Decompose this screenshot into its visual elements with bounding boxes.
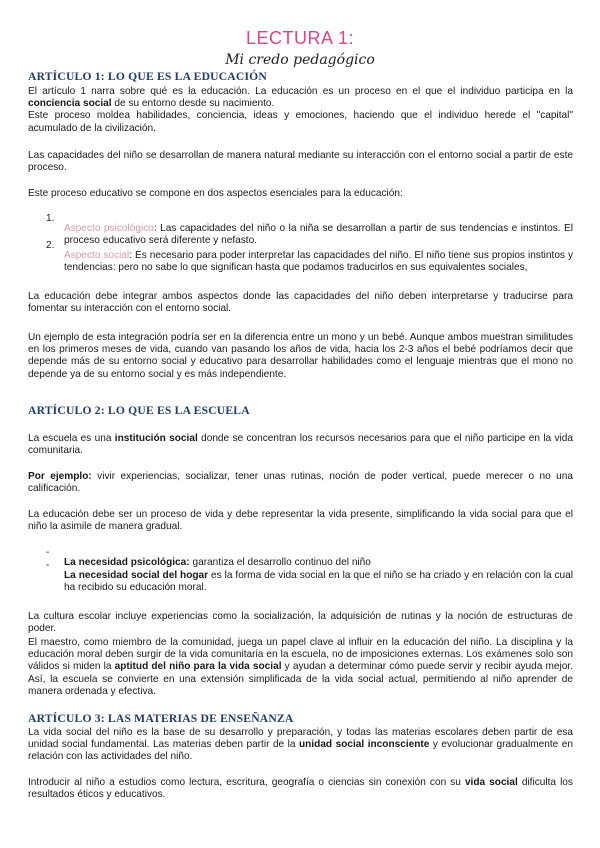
article-1-paragraph-1: [28, 86, 573, 135]
text-span: El maestro, como miembro de la comunidad, juega un papel clave al influir en la educación del niño. La disciplina y la educación moral deben surgir de la vida comunitaria en la escuela, no de imposiciones externas. Los exámenes solo son válidos si miden la: [28, 637, 573, 673]
bullet-home-social-need: [64, 570, 573, 594]
article-1-heading: ARTÍCULO 1: LO QUE ES LA EDUCACIÓN: [28, 70, 267, 83]
list-item-social: [64, 250, 573, 274]
text-span: El artículo 1 narra sobre qué es la educación. La educación es un proceso en el que el individuo participa en la: [28, 86, 573, 97]
article-1-paragraph-2: Las capacidades del niño se desarrollan de manera natural mediante su interacción con el entorno social a partir de este proceso.: [28, 150, 573, 174]
list-term: Aspecto psicológico: [64, 223, 154, 235]
text-span: Este proceso moldea habilidades, conciencia, ideas y emociones, haciendo que el individuo herede el "capital" acumulado de la civilización.: [28, 110, 573, 134]
article-2-heading: ARTÍCULO 2: LO QUE ES LA ESCUELA: [28, 404, 250, 417]
bullet-dash: -: [46, 560, 50, 571]
article-2-paragraph-5: [28, 637, 573, 698]
article-1-paragraph-4: La educación debe integrar ambos aspectos donde las capacidades del niño deben interpretarse y traducirse para fomentar su interacción con el entorno social.: [28, 291, 573, 315]
text-span: vivir experiencias, socializar, tener unas rutinas, noción de poder vertical, puede merecer o no una calificación.: [28, 471, 573, 495]
list-term: Aspecto social: [64, 250, 130, 262]
article-2-paragraph-3: La educación debe ser un proceso de vida y debe representar la vida presente, simplificando la vida social para que el niño la asimile de manera gradual.: [28, 509, 573, 533]
text-span: y evolucionar gradualmente en relación con las actividades del niño.: [28, 739, 573, 763]
text-span: de su entorno desde su nacimiento.: [114, 98, 275, 110]
text-span: La vida social del niño es la base de su desarrollo y preparación, y todas las materias escolares deben partir de esa unidad social fundamental. Las materias deben partir de la: [28, 727, 573, 751]
article-1-paragraph-3: Este proceso educativo se compone en dos aspectos esenciales para la educación:: [28, 188, 403, 199]
article-2-paragraph-2: [28, 471, 573, 495]
bold-term: unidad social inconsciente: [299, 739, 430, 751]
article-3-heading: ARTÍCULO 3: LAS MATERIAS DE ENSEÑANZA: [28, 712, 294, 725]
article-3-paragraph-2: [28, 777, 573, 801]
text-span: Introducir al niño a estudios como lectura, escritura, geografía o ciencias sin conexión con su: [28, 777, 461, 788]
bullet-dash: -: [46, 547, 50, 558]
text-span: es la forma de vida social en la que el niño se ha criado y en relación con la cual ha recibido su educación moral.: [64, 570, 573, 594]
bold-term: conciencia social: [28, 98, 112, 110]
article-3-paragraph-1: [28, 727, 573, 764]
bold-term: aptitud del niño para la vida social: [114, 661, 282, 673]
list-text: : Es necesario para poder interpretar las capacidades del niño. El niño tiene sus propios instintos y tendencias: pero no sabe lo que significan hasta que podamos traducirlos en sus equivalentes sociales,: [64, 250, 574, 274]
text-span: y ayudan a determinar cómo puede servir y recibir ayuda mejor. Así, la escuela se convierte en una extensión simplificada de la vida social actual, permitiendo al niño aprender de manera ordenada y efectiva.: [28, 661, 573, 697]
bold-term: La necesidad social del hogar: [64, 570, 209, 582]
list-text: : Las capacidades del niño o la niña se desarrollan a partir de sus tendencias e instintos. El proceso educativo será diferente y nefasto.: [64, 223, 573, 247]
list-item-psychological: [64, 223, 573, 247]
text-span: La escuela es una: [28, 433, 112, 444]
document-title: LECTURA 1:: [245, 28, 355, 48]
list-number: 1.: [46, 213, 55, 224]
article-2-paragraph-1: [28, 433, 573, 457]
text-span: dificulta los resultados éticos y educativos.: [28, 777, 573, 801]
bold-term: Por ejemplo:: [28, 471, 92, 482]
bold-term: La necesidad psicológica:: [64, 557, 190, 569]
article-2-paragraph-4: La cultura escolar incluye experiencias como la socialización, la adquisición de rutinas y la noción de estructuras de poder.: [28, 611, 573, 635]
list-number: 2.: [46, 240, 55, 251]
document-subtitle: Mi credo pedagógico: [225, 52, 375, 68]
text-span: garantiza el desarrollo continuo del niño: [189, 557, 371, 569]
text-span: donde se concentran los recursos necesarios para que el niño participe en la vida comunitaria.: [28, 433, 574, 457]
bold-term: institución social: [114, 433, 198, 444]
article-1-paragraph-5: Un ejemplo de esta integración podría ser en la diferencia entre un mono y un bebé. Aunque ambos muestran similitudes en los primeros meses de vida, cuando van pasando los años de vida, hacia los 2-3 años el bebé podríamos decir que depende más de su entorno social y educativo para desarrollar habilidades como el lenguaje mientras que el mono no depende ya de su entorno social y es más independiente.: [28, 332, 573, 380]
bullet-psychological-need: [64, 557, 573, 569]
bold-term: vida social: [464, 777, 518, 788]
